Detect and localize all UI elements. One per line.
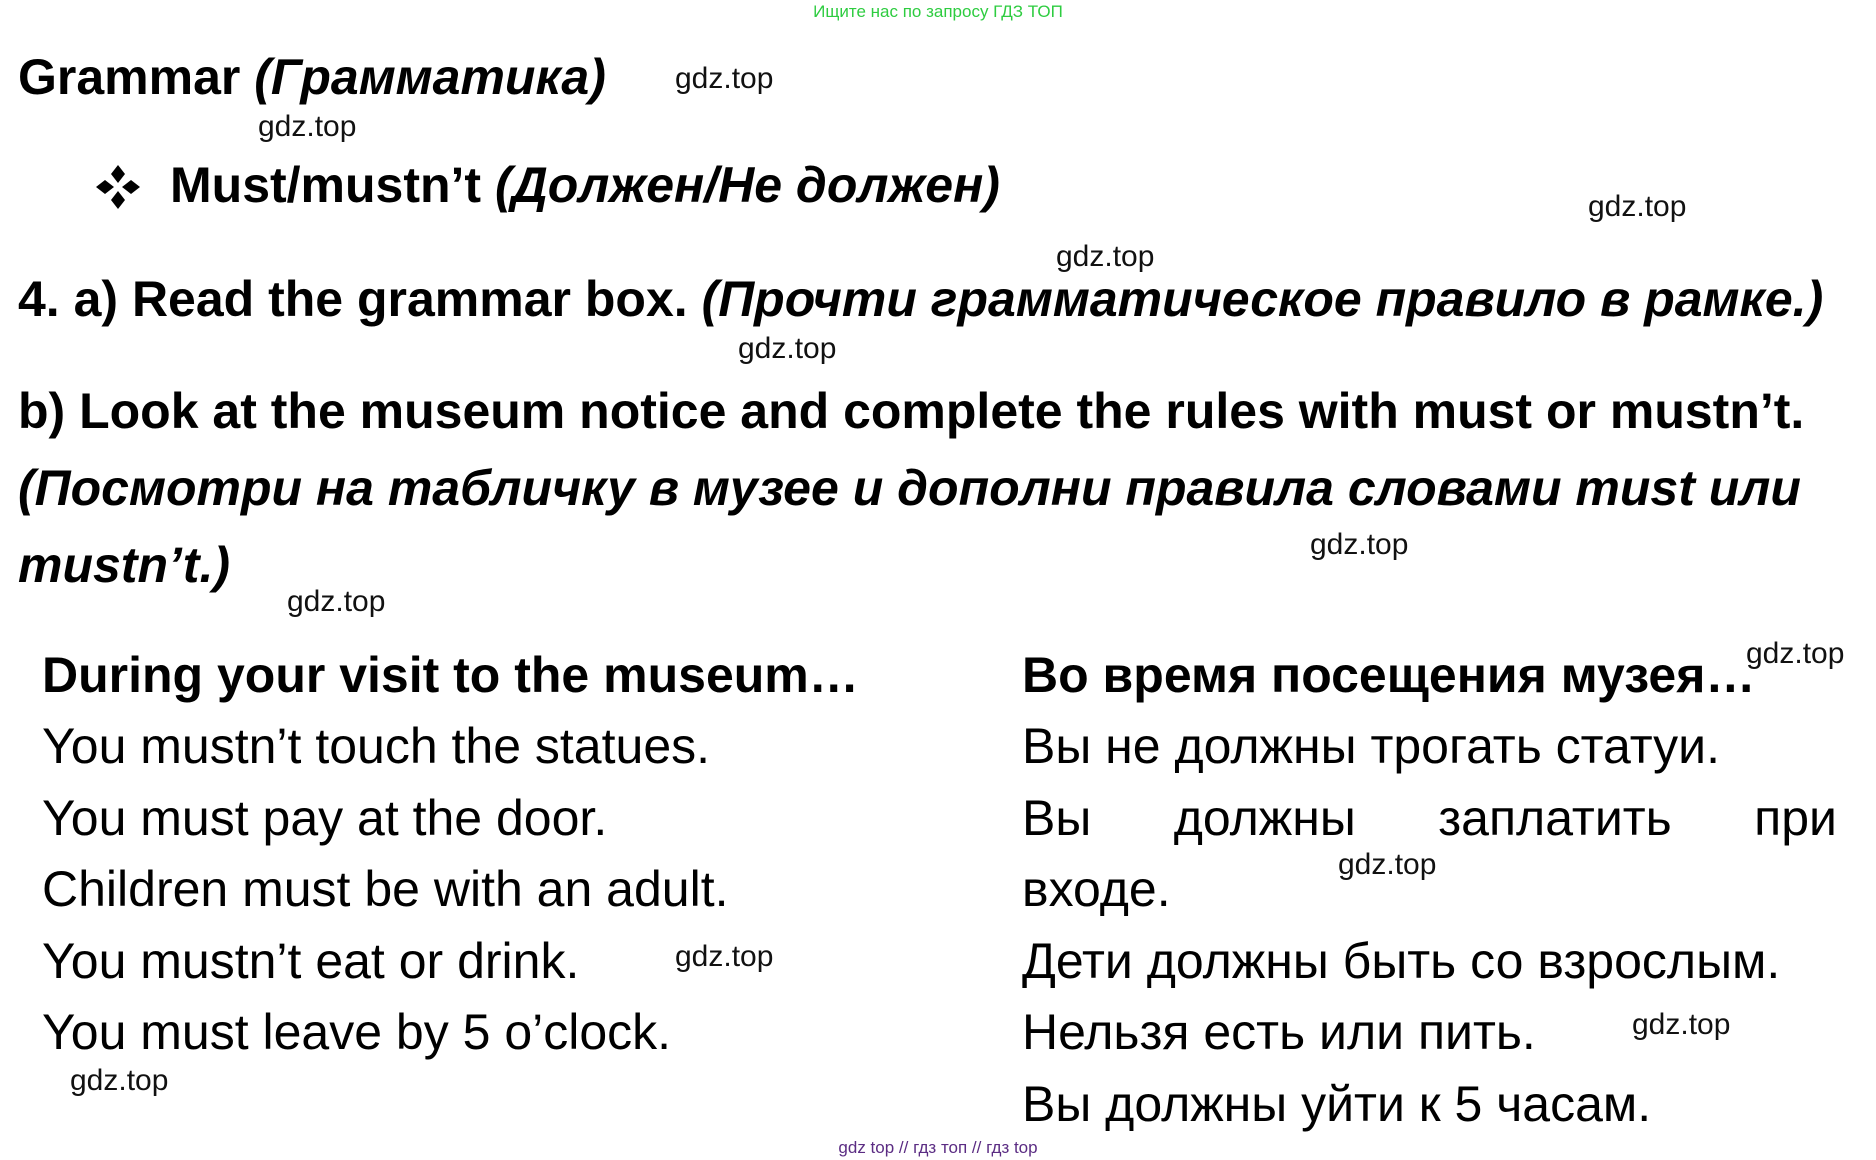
english-line-3: Children must be with an adult. [42, 861, 729, 917]
grammar-heading [18, 50, 606, 105]
task-b-text-ru-line2 [18, 538, 230, 593]
task-a-text-ru: (Прочти грамматическое правило в рамке.) [701, 271, 1824, 327]
bullet-text: Must/mustn’t [170, 157, 482, 213]
english-notice-heading: During your visit to the museum… [42, 647, 859, 703]
bullet-text-ru: (Должен/Не должен) [495, 157, 1000, 213]
top-banner: Ищите нас по запросу ГДЗ ТОП [813, 2, 1063, 21]
russian-line-5: Вы должны уйти к 5 часам. [1022, 1076, 1652, 1132]
russian-line-2 [1022, 791, 1837, 846]
watermark: gdz.top [1632, 1008, 1731, 1041]
watermark: gdz.top [1310, 528, 1409, 561]
russian-line-2-word: должны [1173, 790, 1356, 846]
task-a [18, 272, 1823, 327]
watermark: gdz.top [675, 940, 774, 973]
watermark: gdz.top [1746, 637, 1845, 670]
watermark: gdz.top [258, 110, 357, 143]
task-b-text-ru-line1 [18, 461, 1801, 516]
russian-line-3: Дети должны быть со взрослым. [1022, 933, 1781, 989]
grammar-title-ru: (Грамматика) [254, 49, 606, 105]
four-diamond-bullet-icon [94, 163, 142, 211]
russian-line-2-end: входе. [1022, 861, 1171, 917]
english-line-5: You must leave by 5 o’clock. [42, 1004, 672, 1060]
watermark: gdz.top [1588, 190, 1687, 223]
task-b-ru-line2: mustn’t.) [18, 537, 230, 593]
watermark: gdz.top [1338, 848, 1437, 881]
watermark: gdz.top [287, 585, 386, 618]
task-b-ru-line1: (Посмотри на табличку в музее и дополни правила словами must или [18, 460, 1801, 516]
bottom-banner: gdz top // гдз топ // гдз top [838, 1138, 1038, 1157]
russian-line-4: Нельзя есть или пить. [1022, 1004, 1536, 1060]
russian-notice-heading: Во время посещения музея… [1022, 647, 1756, 703]
bullet-line [170, 158, 1000, 213]
watermark: gdz.top [70, 1064, 169, 1097]
russian-line-2-word: Вы [1022, 790, 1092, 846]
grammar-title: Grammar [18, 49, 241, 105]
russian-line-2-word: заплатить [1438, 790, 1672, 846]
watermark: gdz.top [1056, 240, 1155, 273]
task-a-text: 4. a) Read the grammar box. [18, 271, 688, 327]
watermark: gdz.top [738, 332, 837, 365]
russian-line-1: Вы не должны трогать статуи. [1022, 718, 1720, 774]
english-line-4: You mustn’t eat or drink. [42, 933, 580, 989]
task-b-text: b) Look at the museum notice and complete the rules with must or mustn’t. [18, 383, 1805, 439]
russian-line-2-word: при [1754, 790, 1837, 846]
watermark: gdz.top [675, 62, 774, 95]
english-line-2: You must pay at the door. [42, 790, 608, 846]
english-line-1: You mustn’t touch the statues. [42, 718, 711, 774]
